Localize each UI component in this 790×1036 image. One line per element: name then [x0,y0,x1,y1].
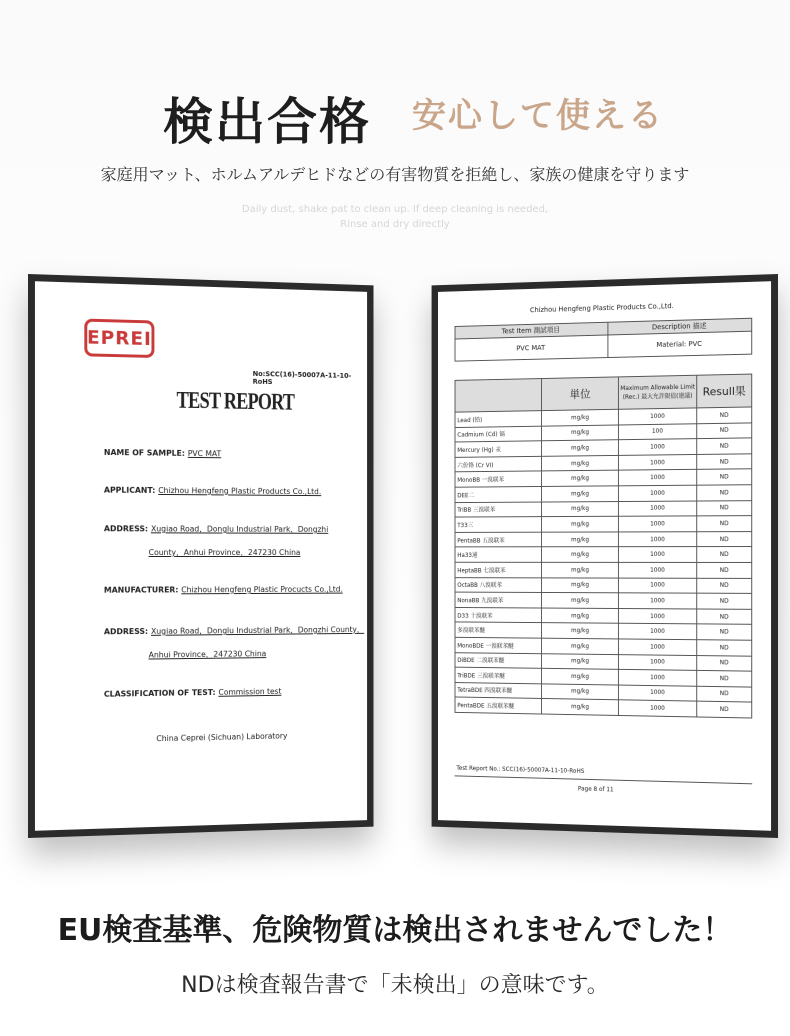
cell-limit: 1000 [619,685,697,702]
results-header: 単位 [542,377,619,411]
cell-result: ND [697,438,752,454]
cell-limit: 1000 [619,454,697,470]
cell-result: ND [697,640,752,656]
field-address-cont: Anhui Province，247230 China [148,649,267,660]
cell-unit: mg/kg [542,638,619,654]
faint-caption [0,202,790,232]
page-title: 検出合格 [163,93,371,151]
cell-limit: 1000 [619,547,697,562]
cell-unit: mg/kg [542,440,619,456]
field-label: APPLICANT: [103,485,156,495]
field-applicant [104,486,321,496]
field-label: MANUFACTURER: [103,585,179,595]
cell-result: ND [697,516,752,532]
report-number: No:SCC(16)-50007A-11-10-RoHS [252,370,352,386]
results-header: Resull果 [697,374,752,408]
cell-limit: 1000 [619,562,697,578]
cell-name: 六价铬 (Cr VI) [455,456,542,472]
field-value: Xugiao Road，Donglu Industrial Park，Dongzhi [150,524,329,534]
cell-result: ND [697,578,752,594]
desc-value: PVC MAT [455,335,608,361]
results-table [455,374,753,719]
laboratory-name: China Ceprei (Sichuan) Laboratory [156,731,288,744]
cell-result: ND [697,547,752,563]
cell-name: Cadmium (Cd) 镉 [455,426,542,442]
cell-name: PentaBB 五溴联苯 [455,532,542,547]
cell-unit: mg/kg [542,684,619,700]
tagline: 家庭用マット、ホルムアルデヒドなどの有害物質を拒絶し、家族の健康を守ります [100,165,690,184]
cell-unit: mg/kg [542,608,619,624]
cell-result: ND [697,500,752,516]
cell-unit: mg/kg [542,455,619,471]
eprei-logo: EPREI [84,319,154,358]
right-certificate-paper [438,281,771,831]
cell-result: ND [697,454,752,470]
cell-limit: 100 [619,423,697,440]
field-value: Chizhou Hengfeng Plastic Products Co.,Ltd. [158,486,322,497]
cell-limit: 1000 [619,654,697,670]
cell-name: TetraBDE 四溴联苯醚 [455,682,542,698]
description-table [455,318,753,362]
cell-unit: mg/kg [542,486,619,502]
cell-unit: mg/kg [542,547,619,562]
cell-result: ND [697,701,752,717]
title-block [0,78,790,151]
faint-line: Rinse and dry directly [340,219,450,230]
footer-report-number: Test Report No.: SCC(16)-50007A-11-10-RoHS [456,764,585,775]
cell-name: OctaBB 八溴联苯 [455,577,542,592]
field-label: ADDRESS: [103,524,149,534]
cell-name: Mercury (Hg) 汞 [455,441,542,457]
footer-page-number: Page 8 of 11 [577,785,614,794]
cell-limit: 1000 [619,639,697,655]
cell-limit: 1000 [619,669,697,686]
cell-name: MonoBB 一溴联苯 [455,471,542,487]
field-value: Chizhou Hengfeng Plastic Procucts Co.,Ltd. [181,584,343,595]
desc-value: Material: PVC [608,331,752,357]
report-title: TEST REPORT [176,387,295,416]
cell-limit: 1000 [619,700,697,717]
cell-result: ND [697,593,752,609]
cell-unit: mg/kg [542,470,619,486]
table-row [455,577,752,593]
page-subtitle: 安心して使える [412,96,664,136]
cell-result: ND [697,407,752,423]
cell-unit: mg/kg [542,668,619,684]
field-address [104,523,328,534]
cell-limit: 1000 [619,439,697,455]
field-label: ADDRESS: [103,626,149,637]
cell-limit: 1000 [619,501,697,517]
cell-name: DiBDE 二溴联苯醚 [455,652,542,668]
table-row [455,500,752,517]
cell-limit: 1000 [619,485,697,501]
field-address [104,624,364,637]
table-row [455,516,752,532]
cell-unit: mg/kg [542,653,619,669]
cell-name: HeptaBB 七溴联苯 [455,562,542,577]
cell-result: ND [697,562,752,578]
table-row [455,547,752,563]
cell-name: TriBDE 三溴联苯醚 [455,667,542,683]
table-row [455,562,752,578]
cell-unit: mg/kg [542,562,619,577]
cell-unit: mg/kg [542,623,619,639]
cell-name: Lead (铅) [455,411,542,428]
cell-unit: mg/kg [542,532,619,547]
cell-result: ND [697,485,752,501]
field-value: PVC MAT [187,449,222,459]
cell-unit: mg/kg [542,501,619,517]
cell-limit: 1000 [619,608,697,624]
field-classification [104,687,282,699]
cell-limit: 1000 [619,578,697,594]
cell-result: ND [697,469,752,485]
company-header: Chizhou Hengfeng Plastic Products Co.,Ltd. [529,302,674,315]
results-header: Maximum Allowable Limit (Rec.) 最大允許限值(建議) [619,375,697,409]
left-certificate-frame [28,274,373,838]
cell-unit: mg/kg [542,516,619,532]
cell-limit: 1000 [619,516,697,532]
cell-result: ND [697,670,752,686]
cell-name: PentaBDE 五溴联苯醚 [455,697,542,714]
desc-header: Description 描述 [608,318,752,335]
cell-unit: mg/kg [542,593,619,609]
results-header [455,379,542,413]
field-label: CLASSIFICATION OF TEST: [103,688,216,699]
cell-name: 多溴联苯醚 [455,622,542,638]
cell-unit: mg/kg [542,409,619,426]
cell-result: ND [697,531,752,547]
footer-divider [455,775,753,784]
cell-result: ND [697,655,752,671]
cell-unit: mg/kg [542,425,619,441]
field-manufacturer [104,585,343,595]
cell-result: ND [697,423,752,439]
right-certificate-frame [432,274,778,838]
cell-unit: mg/kg [542,577,619,593]
field-label: NAME OF SAMPLE: [103,447,185,458]
cell-limit: 1000 [619,624,697,640]
cell-name: NonaBB 九溴联苯 [455,592,542,608]
field-sample [104,448,221,458]
cell-name: T33三 [455,517,542,532]
cell-name: Ha33逋 [455,547,542,562]
field-value: Xugiao Road，Donglu Industrial Park，Dongzhi County， [150,625,365,636]
headline: EU検査基準、危険物質は検出されませんでした！ [57,913,733,948]
table-row [455,531,752,547]
cell-unit: mg/kg [542,699,619,716]
cell-limit: 1000 [619,408,697,425]
cell-result: ND [697,609,752,625]
cell-name: DEE二 [455,486,542,502]
cell-name: TriBB 三溴联苯 [455,502,542,518]
cell-result: ND [697,624,752,640]
faint-line: Daily dust, shake pat to clean up. If deep cleaning is needed, [241,204,549,215]
desc-header: Test Item 測試項目 [455,322,608,339]
left-certificate-paper [35,281,367,831]
cell-limit: 1000 [619,593,697,609]
field-address-cont: County，Anhui Province，247230 China [148,548,301,557]
cell-result: ND [697,686,752,702]
cell-limit: 1000 [619,470,697,486]
cell-name: MonoBDE 一溴联苯醚 [455,637,542,653]
cell-limit: 1000 [619,531,697,547]
field-value: Commission test [218,687,282,697]
nd-note: NDは検査報告書で「未検出」の意味です。 [181,973,609,998]
cell-name: D33 十溴联苯 [455,607,542,623]
